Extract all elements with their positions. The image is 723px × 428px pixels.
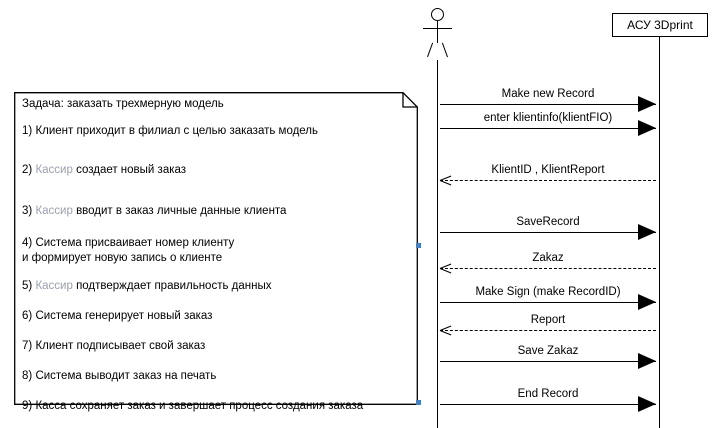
actor-arms-icon (423, 28, 452, 29)
note-item-6: 6) Система генерирует новый заказ (22, 310, 213, 322)
message-end-record[interactable]: End Record (440, 388, 656, 408)
message-line (440, 404, 656, 405)
note-item-4: 4) Система присваивает номер клиенту (22, 237, 235, 249)
message-line (440, 232, 656, 233)
note-item-8: 8) Система выводит заказ на печать (22, 370, 217, 382)
message-make-new-record[interactable]: Make new Record (440, 88, 656, 108)
message-make-sign[interactable]: Make Sign (make RecordID) (440, 286, 656, 306)
note-item-7: 7) Клиент подписывает свой заказ (22, 340, 206, 352)
note-item-1: 1) Клиент приходит в филиал с целью заказать модель (22, 125, 319, 137)
message-report[interactable]: Report (440, 314, 656, 334)
participant-system-box[interactable] (612, 13, 708, 37)
note-item-9: 9) Касса сохраняет заказ и завершает процесс создания заказа (22, 400, 364, 412)
message-zakaz[interactable]: Zakaz (440, 252, 656, 272)
arrow-left-open-icon (440, 261, 451, 275)
message-saverecord[interactable]: SaveRecord (440, 216, 656, 236)
actor-lifeline (437, 60, 438, 428)
message-enter-klientinfo[interactable]: enter klientinfo(klientFIO) (440, 112, 656, 132)
message-line (440, 302, 656, 303)
arrow-right-filled-icon (638, 294, 656, 310)
participant-system-label: АСУ 3Dprint (627, 18, 693, 32)
arrow-right-filled-icon (638, 96, 656, 112)
note-item-4-cont: и формирует новую запись о клиенте (22, 252, 223, 264)
actor-head-icon (431, 8, 444, 21)
message-line-dashed (440, 268, 656, 269)
message-line (440, 104, 656, 105)
arrow-right-filled-icon (638, 120, 656, 136)
actor-left-leg-icon (427, 43, 433, 58)
message-save-zakaz[interactable]: Save Zakaz (440, 345, 656, 365)
arrow-right-filled-icon (638, 224, 656, 240)
arrow-right-filled-icon (638, 353, 656, 369)
actor-body-icon (437, 21, 438, 43)
message-line-dashed (440, 330, 656, 331)
note-item-5: 5) Кассир подтверждает правильность данных (22, 280, 272, 292)
message-line (440, 361, 656, 362)
system-lifeline (659, 37, 660, 428)
message-klientid-klientreport[interactable]: KlientID , KlientReport (440, 164, 656, 184)
actor-right-leg-icon (442, 43, 448, 58)
message-line-dashed (440, 180, 656, 181)
arrow-left-open-icon (440, 173, 451, 187)
note-item-3: 3) Кассир вводит в заказ личные данные клиента (22, 205, 287, 217)
note-shape[interactable] (14, 92, 418, 412)
selection-handle-bottom-right[interactable] (416, 400, 421, 405)
message-line (440, 128, 656, 129)
note-title: Задача: заказать трехмерную модель (22, 98, 224, 110)
note-item-2: 2) Кассир создает новый заказ (22, 164, 187, 176)
arrow-left-open-icon (440, 323, 451, 337)
arrow-right-filled-icon (638, 396, 656, 412)
actor-stick-figure[interactable] (418, 8, 458, 58)
selection-handle-right[interactable] (416, 243, 421, 248)
